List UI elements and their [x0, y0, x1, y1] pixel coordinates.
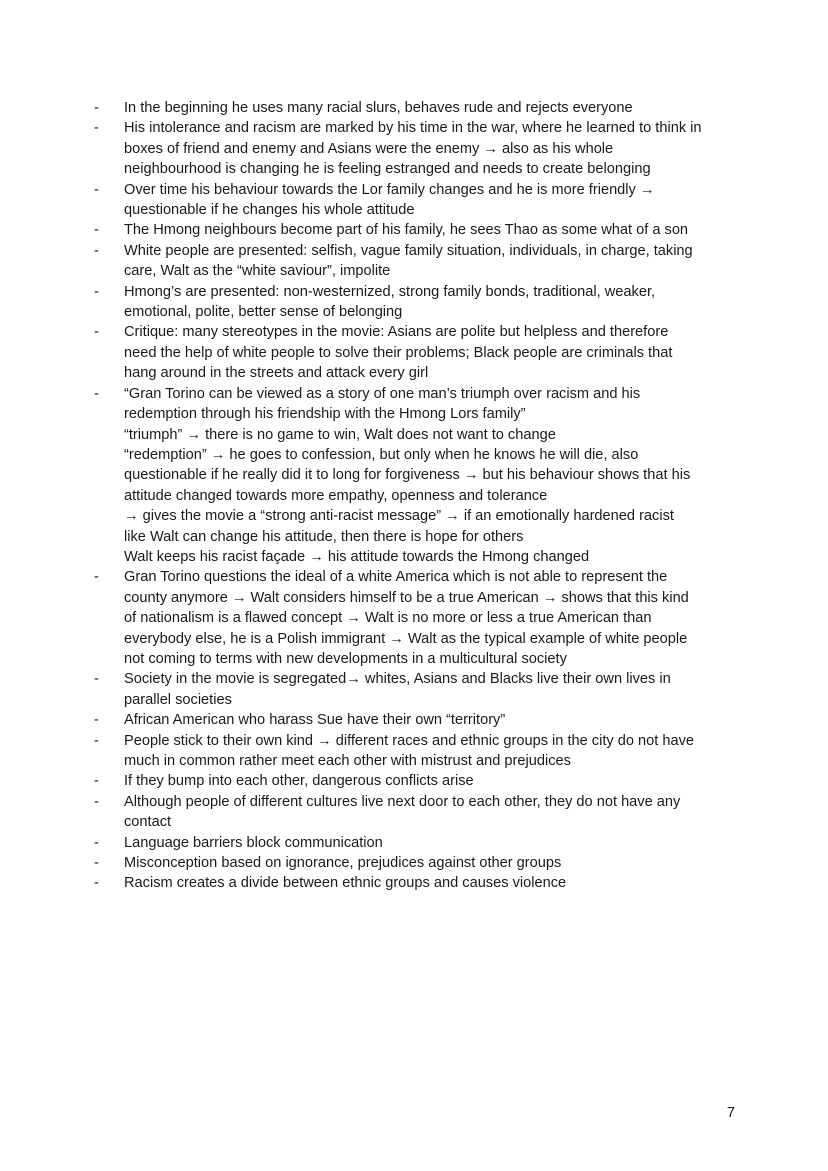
- bullet-text-line: “triumph” → there is no game to win, Walt does not want to change: [124, 426, 556, 443]
- bullet-dash-icon: -: [94, 120, 99, 137]
- bullet-text-line: Hmong’s are presented: non-westernized, strong family bonds, traditional, weaker,: [124, 283, 656, 300]
- bullet-text-line: “redemption” → he goes to confession, but only when he knows he will die, also: [124, 446, 639, 463]
- bullet-item: [94, 322, 744, 383]
- bullet-item: [94, 792, 744, 833]
- bullet-dash-icon: -: [94, 569, 99, 586]
- bullet-text-line: emotional, polite, better sense of belonging: [124, 304, 403, 321]
- bullet-text-line: African American who harass Sue have their own “territory”: [124, 712, 506, 729]
- bullet-item: [94, 833, 744, 853]
- bullet-text-line: People stick to their own kind → different races and ethnic groups in the city do not have: [124, 732, 695, 749]
- bullet-dash-icon: -: [94, 385, 99, 402]
- bullet-item: [94, 180, 744, 221]
- bullet-dash-icon: -: [94, 283, 99, 300]
- bullet-item: [94, 384, 744, 568]
- bullet-dash-icon: -: [94, 222, 99, 239]
- bullet-text-line: questionable if he changes his whole attitude: [124, 202, 415, 219]
- bullet-text-line: Over time his behaviour towards the Lor family changes and he is more friendly →: [124, 181, 655, 198]
- bullet-text-line: redemption through his friendship with the Hmong Lors family”: [124, 406, 526, 423]
- bullet-dash-icon: -: [94, 242, 99, 259]
- bullet-text-line: boxes of friend and enemy and Asians were the enemy → also as his whole: [124, 140, 614, 157]
- bullet-item: [94, 282, 744, 323]
- bullet-text-line: Although people of different cultures live next door to each other, they do not have any: [124, 793, 681, 810]
- bullet-dash-icon: -: [94, 712, 99, 729]
- page-number: 7: [726, 1105, 735, 1121]
- bullet-item: [94, 731, 744, 772]
- bullet-text-line: need the help of white people to solve their problems; Black people are criminals that: [124, 344, 673, 361]
- bullet-item: [94, 771, 744, 791]
- bullet-dash-icon: -: [94, 875, 99, 892]
- bullet-text-line: county anymore → Walt considers himself to be a true American → shows that this kind: [124, 589, 689, 606]
- bullet-text-line: → gives the movie a “strong anti-racist message” → if an emotionally hardened racist: [124, 508, 674, 525]
- bullet-text-line: His intolerance and racism are marked by his time in the war, where he learned to think in: [124, 120, 702, 137]
- bullet-item: [94, 241, 744, 282]
- bullet-text-line: White people are presented: selfish, vague family situation, individuals, in charge, taking: [124, 242, 693, 259]
- bullet-dash-icon: -: [94, 732, 99, 749]
- bullet-text-line: Gran Torino questions the ideal of a white America which is not able to represent the: [124, 569, 668, 586]
- bullet-text-line: Walt keeps his racist façade → his attitude towards the Hmong changed: [124, 548, 590, 565]
- bullet-dash-icon: -: [94, 773, 99, 790]
- bullet-text-line: If they bump into each other, dangerous conflicts arise: [124, 773, 474, 790]
- bullet-text-line: “Gran Torino can be viewed as a story of one man’s triumph over racism and his: [124, 385, 641, 402]
- bullet-text-line: everybody else, he is a Polish immigrant → Walt as the typical example of white people: [124, 630, 688, 647]
- bullet-text-line: attitude changed towards more empathy, openness and tolerance: [124, 487, 548, 504]
- bullet-item: [94, 118, 744, 179]
- bullet-text-line: neighbourhood is changing he is feeling estranged and needs to create belonging: [124, 161, 651, 178]
- bullet-text-line: contact: [124, 814, 172, 831]
- bullet-item: [94, 567, 744, 669]
- bullet-dash-icon: -: [94, 181, 99, 198]
- notes-bullet-list: [94, 98, 744, 894]
- bullet-dash-icon: -: [94, 855, 99, 872]
- bullet-text-line: Society in the movie is segregated→ whites, Asians and Blacks live their own lives in: [124, 671, 671, 688]
- bullet-dash-icon: -: [94, 834, 99, 851]
- bullet-text-line: parallel societies: [124, 691, 232, 708]
- bullet-text-line: care, Walt as the “white saviour”, impolite: [124, 263, 391, 280]
- bullet-item: [94, 873, 744, 893]
- bullet-text-line: not coming to terms with new developments in a multicultural society: [124, 650, 567, 667]
- bullet-text-line: of nationalism is a flawed concept → Walt is no more or less a true American than: [124, 610, 652, 627]
- bullet-text-line: Misconception based on ignorance, prejudices against other groups: [124, 855, 562, 872]
- bullet-dash-icon: -: [94, 671, 99, 688]
- bullet-text-line: questionable if he really did it to long for forgiveness → but his behaviour shows that his: [124, 467, 691, 484]
- bullet-item: [94, 710, 744, 730]
- bullet-text-line: The Hmong neighbours become part of his family, he sees Thao as some what of a son: [124, 222, 689, 239]
- bullet-dash-icon: -: [94, 324, 99, 341]
- bullet-text-line: In the beginning he uses many racial slurs, behaves rude and rejects everyone: [124, 100, 633, 116]
- bullet-text-line: much in common rather meet each other with mistrust and prejudices: [124, 753, 571, 769]
- bullet-item: [94, 220, 744, 240]
- bullet-dash-icon: -: [94, 100, 99, 116]
- bullet-item: [94, 98, 744, 118]
- bullet-item: [94, 853, 744, 873]
- bullet-dash-icon: -: [94, 793, 99, 810]
- bullet-item: [94, 669, 744, 710]
- bullet-text-line: like Walt can change his attitude, then there is hope for others: [124, 528, 524, 545]
- bullet-text-line: Racism creates a divide between ethnic groups and causes violence: [124, 875, 567, 892]
- bullet-text-line: Language barriers block communication: [124, 834, 383, 851]
- bullet-text-line: Critique: many stereotypes in the movie: Asians are polite but helpless and therefore: [124, 324, 669, 341]
- bullet-text-line: hang around in the streets and attack every girl: [124, 365, 429, 382]
